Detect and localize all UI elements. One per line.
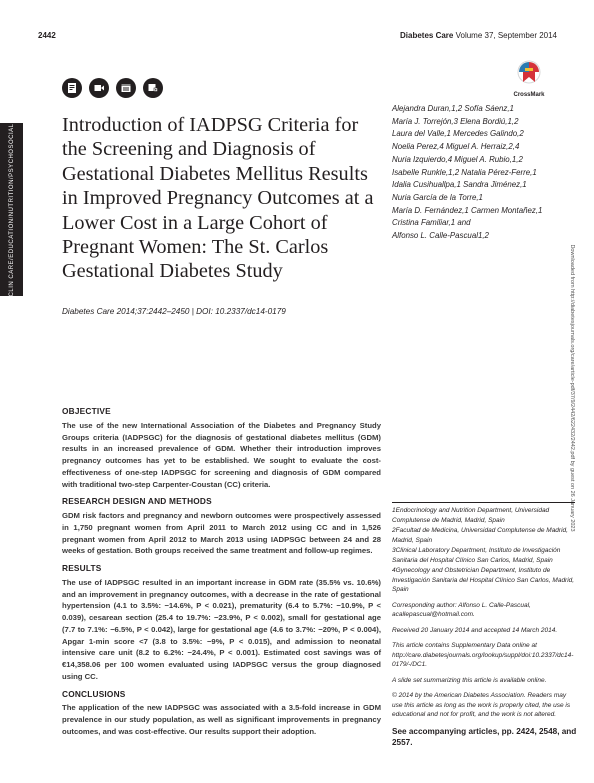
methods-heading: RESEARCH DESIGN AND METHODS <box>62 496 212 507</box>
received-dates: Received 20 January 2014 and accepted 14 March 2014. <box>392 626 558 634</box>
author-line: Nuria Izquierdo,4 Miguel A. Rubio,1,2 <box>392 154 523 164</box>
pdf-icon[interactable] <box>62 78 82 98</box>
article-icons <box>62 78 163 98</box>
affiliation-item: 2Facultad de Medicina, Universidad Complutense de Madrid, Madrid, Spain <box>392 527 568 544</box>
author-list <box>392 103 582 243</box>
conclusions-heading: CONCLUSIONS <box>62 688 126 699</box>
supplementary-data-icon[interactable] <box>116 78 136 98</box>
affiliation-item: 3Clinical Laboratory Department, Instituto de Investigación Sanitaria del Hospital Clínico San Carlos, Madrid, Spain <box>392 547 561 564</box>
author-line: María D. Fernández,1 Carmen Montañez,1 <box>392 205 543 215</box>
author-line: Alfonso L. Calle-Pascual1,2 <box>392 231 489 241</box>
objective-text: The use of the new International Association of the Diabetes and Pregnancy Study Groups criteria (IADPSGC) for the diagnosis of gestational diabetes mellitus (GDM) results in an increased prevalence of GDM. Whether their introduction improves pregnancy outcomes has yet to be established. We sought to evaluate the cost-effectiveness of one-step IADPSGC for screening and diagnosis of GDM compared with traditional two-step Carpenter-Coustan (CC) criteria. <box>62 420 381 489</box>
journal-header <box>400 31 557 40</box>
page-number: 2442 <box>38 31 56 40</box>
author-line: Isabelle Runkle,1,2 Natalia Pérez-Ferre,1 <box>392 167 537 177</box>
crossmark-icon <box>517 60 541 86</box>
methods-text: GDM risk factors and pregnancy and newborn outcomes were prospectively assessed in 1,750 pregnant women from April 2011 to March 2012 using CC and in 1,526 pregnant women from April 2012 to March 2013 using IADPSGC between 24 and 28 weeks of gestation. Both groups received the same treatment and follow-up regimes. <box>62 511 381 556</box>
crossmark-badge[interactable] <box>511 60 547 98</box>
journal-volume: Volume 37, September 2014 <box>455 31 557 40</box>
author-line: Cristina Familiar,1 and <box>392 218 471 228</box>
affiliation-divider <box>392 502 575 503</box>
section-side-tab <box>0 123 23 296</box>
slide-set-note: A slide set summarizing this article is available online. <box>392 676 547 684</box>
objective-heading: OBJECTIVE <box>62 406 111 416</box>
accompanying-articles: See accompanying articles, pp. 2424, 2548, and 2557. <box>392 726 577 747</box>
slides-icon[interactable] <box>143 78 163 98</box>
download-note: Downloaded from http://diabetesjournals.org/care/article-pdf/37/9/2442/622432/2442.pdf by guest on 26 January 2023 <box>569 244 575 532</box>
journal-name: Diabetes Care <box>400 31 454 40</box>
supplementary-note: This article contains Supplementary Data online at http://care.diabetesjournals.org/lookup/suppl/doi:10.2337/dc14-0179/-/DC1. <box>392 642 574 668</box>
results-heading: RESULTS <box>62 563 102 573</box>
author-line: Alejandra Duran,1,2 Sofía Sáenz,1 <box>392 104 514 113</box>
affiliation-item: 1Endocrinology and Nutrition Department, Universidad Complutense de Madrid, Madrid, Spain <box>392 507 550 524</box>
author-line: Noelia Perez,4 Miguel A. Herraiz,2,4 <box>392 142 520 152</box>
article-citation: Diabetes Care 2014;37:2442–2450 | DOI: 10.2337/dc14-0179 <box>62 307 286 316</box>
author-line: Nuria García de la Torre,1 <box>392 192 483 202</box>
affiliations-block <box>392 502 577 750</box>
corresponding-author: Corresponding author: Alfonso L. Calle-Pascual, acallepascual@hotmail.com. <box>392 601 531 618</box>
author-line: María J. Torrejón,3 Elena Bordiú,1,2 <box>392 116 519 126</box>
results-text: The use of IADPSGC resulted in an important increase in GDM rate (35.5% vs. 10.6%) and an improvement in pregnancy outcomes, with a decrease in the rate of gestational hypertension (4.1 to 3.5%: −14.6%, P < 0.021), prematurity (6.4 to 5.7%: −10.9%, P < 0.039), cesarean section (25.4 to 19.7%: −23.9%, P < 0.002), small for gestational age (7.7 to 7.1%: −6.5%, P < 0.042), large for gestational age (4.6 to 3.7%: −20%, P < 0.004), Apgar 1-min score <7 (3.8 to 3.5%: −9%, P < 0.015), and admission to neonatal intensive care unit (8.2 to 6.2%: −24.4%, P < 0.001). Estimated cost savings was of €14,358.06 per 100 women evaluated using IADPSGC versus the group diagnosed using CC. <box>62 577 381 681</box>
crossmark-label: CrossMark <box>513 92 545 98</box>
video-icon[interactable] <box>89 78 109 98</box>
article-title: Introduction of IADPSG Criteria for the Screening and Diagnosis of Gestational Diabetes Mellitus Results in Improved Pregnancy Outcomes at a Lower Cost in a Large Cohort of Pregnant Women: The St. Carlos Gestational Diabetes Study <box>62 114 374 283</box>
abstract <box>62 406 381 744</box>
conclusions-text: The application of the new IADPSGC was associated with a 3.5-fold increase in GDM prevalence in our study population, as well as significant improvements in pregnancy outcomes, and was cost-effective. Our results support their adoption. <box>62 703 381 736</box>
section-side-tab-label: CLIN CARE/EDUCATION/NUTRITION/PSYCHOSOCIAL <box>8 123 15 296</box>
author-line: Idalia Cusihuallpa,1 Sandra Jiménez,1 <box>392 180 527 190</box>
author-line: Laura del Valle,1 Mercedes Galindo,2 <box>392 129 524 139</box>
affiliation-item: 4Gynecology and Obstetrician Department, Instituto de Investigación Sanitaria del Hospital Clínico San Carlos, Madrid, Spain <box>392 567 575 593</box>
copyright-note: © 2014 by the American Diabetes Association. Readers may use this article as long as the work is properly cited, the use is educational and not for profit, and the work is not altered. <box>392 692 571 718</box>
